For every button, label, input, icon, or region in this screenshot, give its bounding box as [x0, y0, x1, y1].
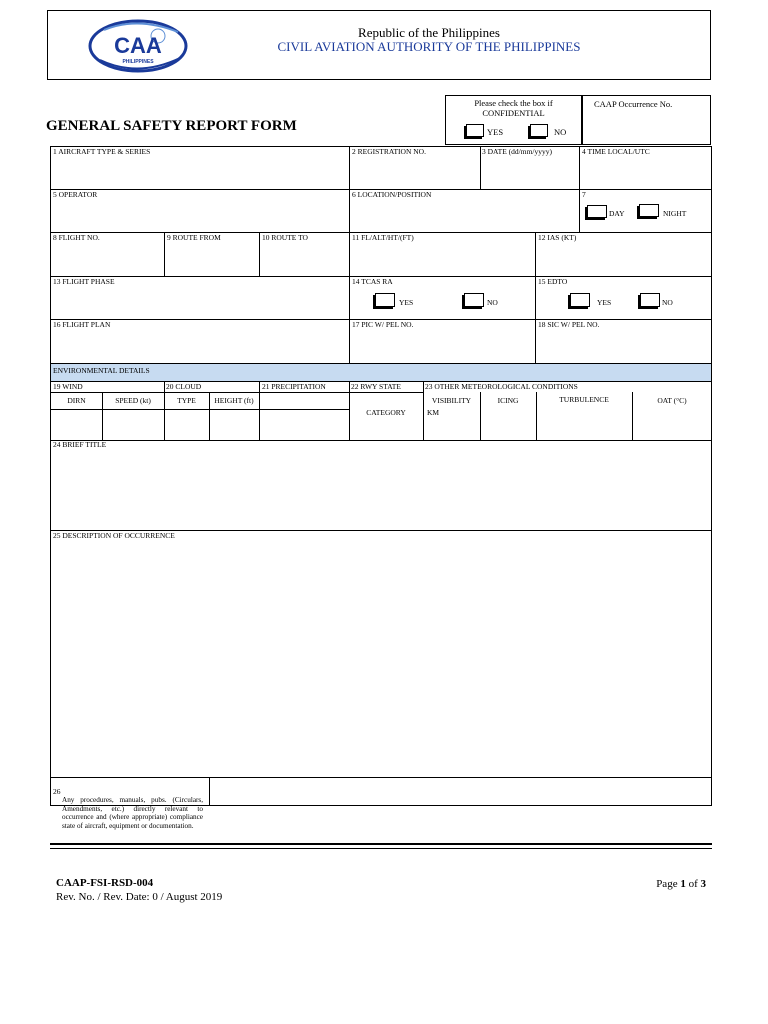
- visibility-label: VISIBILITY: [431, 396, 472, 405]
- page-of: of: [688, 878, 698, 890]
- field-cloud-label: 20 CLOUD: [166, 382, 202, 391]
- field-sic-label: 18 SIC W/ PEL NO.: [538, 320, 600, 329]
- doc-code: CAAP-FSI-RSD-004: [56, 877, 154, 889]
- field-description-label: 25 DESCRIPTION OF OCCURRENCE: [53, 531, 175, 540]
- field-registration-label: 2 REGISTRATION NO.: [352, 147, 426, 156]
- field-date-label: 3 DATE (dd/mm/yyyy): [482, 147, 552, 156]
- cloud-type-label: TYPE: [177, 396, 196, 405]
- field-edto-label: 15 EDTO: [538, 277, 568, 286]
- confidential-no-label: NO: [554, 127, 567, 137]
- footer-rule: [50, 843, 712, 845]
- agency-title: CIVIL AVIATION AUTHORITY OF THE PHILIPPINES: [277, 39, 581, 54]
- night-checkbox[interactable]: [639, 204, 659, 217]
- tcas-yes-label: YES: [399, 298, 414, 307]
- field-7-label: 7: [582, 190, 586, 199]
- edto-no-label: NO: [662, 298, 673, 307]
- page-word: Page: [656, 878, 678, 890]
- field-precipitation-label: 21 PRECIPITATION: [262, 382, 326, 391]
- field-flight-plan-label: 16 FLIGHT PLAN: [53, 320, 111, 329]
- night-label: NIGHT: [663, 209, 687, 218]
- field-time-label: 4 TIME LOCAL/UTC: [582, 147, 650, 156]
- field-ias-label: 12 IAS (KT): [538, 233, 577, 242]
- page-total: 3: [700, 878, 706, 890]
- logo-subtext: PHILIPPINES: [122, 59, 154, 65]
- page-number: [560, 878, 706, 890]
- field-26-number: 26: [53, 787, 61, 796]
- tcas-yes-checkbox[interactable]: [375, 293, 395, 307]
- field-operator-label: 5 OPERATOR: [53, 190, 98, 199]
- confidential-line1: Please check the box if: [474, 98, 553, 108]
- tcas-no-label: NO: [487, 298, 498, 307]
- revision-info: Rev. No. / Rev. Date: 0 / August 2019: [56, 891, 223, 903]
- environmental-band: [51, 363, 711, 381]
- field-26-text: Any procedures, manuals, pubs. (Circulars, Amendments, etc.) directly relevant to occurrence and (where appropriate) compliance state of aircraft, equipment or documentation.: [62, 796, 203, 830]
- page-current: 1: [680, 878, 686, 890]
- day-checkbox[interactable]: [587, 205, 607, 218]
- wind-dirn-label: DIRN: [67, 396, 86, 405]
- field-tcas-label: 14 TCAS RA: [352, 277, 393, 286]
- brief-title-area[interactable]: [51, 452, 711, 529]
- environmental-title: ENVIRONMENTAL DETAILS: [53, 366, 150, 375]
- field-route-from-label: 9 ROUTE FROM: [167, 233, 221, 242]
- field-route-to-label: 10 ROUTE TO: [262, 233, 308, 242]
- footer-rule-thin: [50, 848, 712, 849]
- rwy-category-label: CATEGORY: [366, 408, 406, 417]
- field-brief-title-label: 24 BRIEF TITLE: [53, 440, 107, 449]
- field-flight-phase-label: 13 FLIGHT PHASE: [53, 277, 115, 286]
- wind-speed-label: SPEED (kt): [115, 396, 151, 405]
- field-wind-label: 19 WIND: [53, 382, 83, 391]
- field-pic-label: 17 PIC W/ PEL NO.: [352, 320, 414, 329]
- field-met-conditions-label: 23 OTHER METEOROLOGICAL CONDITIONS: [425, 382, 578, 391]
- field-aircraft-type-label: 1 AIRCRAFT TYPE & SERIES: [53, 147, 151, 156]
- icing-label: ICING: [497, 396, 519, 405]
- logo-text: CAA: [114, 33, 162, 58]
- field-location-label: 6 LOCATION/POSITION: [352, 190, 432, 199]
- edto-yes-label: YES: [597, 298, 612, 307]
- field-flight-no-label: 8 FLIGHT NO.: [53, 233, 100, 242]
- tcas-no-checkbox[interactable]: [464, 293, 484, 307]
- confidential-line2: CONFIDENTIAL: [482, 108, 545, 118]
- description-area[interactable]: [51, 544, 711, 776]
- confidential-yes-checkbox[interactable]: [466, 124, 484, 137]
- day-label: DAY: [609, 209, 625, 218]
- edto-yes-checkbox[interactable]: [570, 293, 590, 307]
- field-26-area[interactable]: [210, 778, 711, 805]
- visibility-km-label: KM: [427, 408, 440, 417]
- confidential-no-checkbox[interactable]: [530, 124, 548, 137]
- field-rwy-state-label: 22 RWY STATE: [351, 382, 401, 391]
- confidential-yes-label: YES: [487, 127, 504, 137]
- occurrence-no-label: CAAP Occurrence No.: [594, 99, 673, 109]
- republic-title: Republic of the Philippines: [358, 25, 500, 40]
- form-title: GENERAL SAFETY REPORT FORM: [46, 118, 297, 134]
- edto-no-checkbox[interactable]: [640, 293, 660, 307]
- turbulence-label: TURBULENCE: [559, 395, 609, 404]
- oat-label: OAT (°C): [657, 396, 687, 405]
- cloud-height-label: HEIGHT (ft): [214, 396, 254, 405]
- field-altitude-label: 11 FL/ALT/HT/(FT): [352, 233, 414, 242]
- caap-logo: [86, 18, 190, 74]
